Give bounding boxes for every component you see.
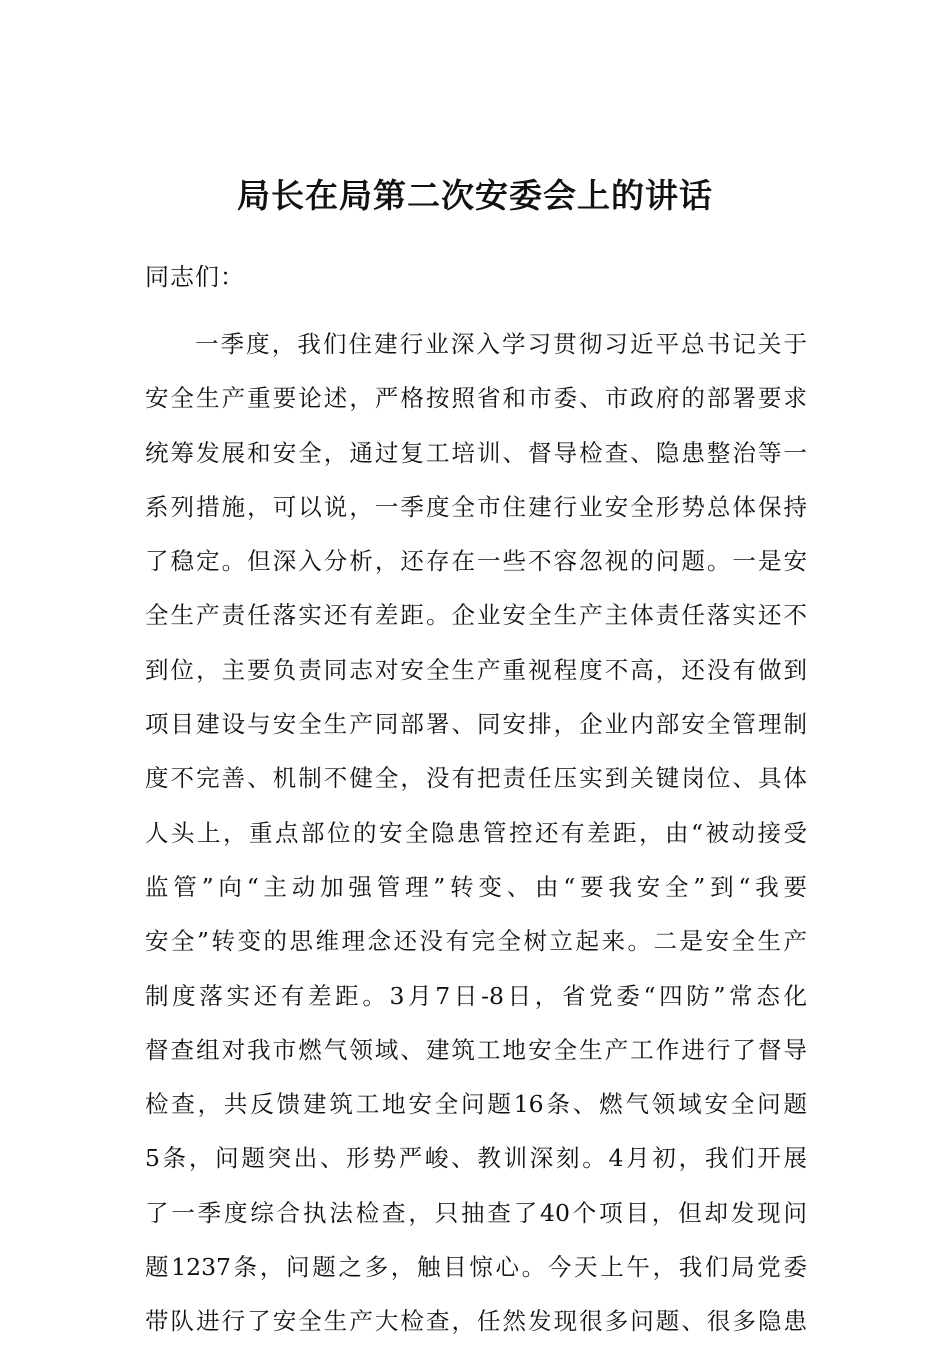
body-line: 到位，主要负责同志对安全生产重视程度不高，还没有做到 [145, 655, 807, 684]
document-title: 局长在局第二次安委会上的讲话 [237, 176, 713, 215]
body-line: 检查，共反馈建筑工地安全问题16条、燃气领域安全问题 [145, 1090, 807, 1119]
salutation: 同志们： [145, 263, 245, 291]
body-line: 安全生产重要论述，严格按照省和市委、市政府的部署要求 [145, 384, 807, 413]
body-line: 5条，问题突出、形势严峻、教训深刻。4月初，我们开展 [145, 1144, 807, 1173]
body-line: 人头上，重点部位的安全隐患管控还有差距，由“被动接受 [145, 818, 807, 847]
body-line: 全生产责任落实还有差距。企业安全生产主体责任落实还不 [145, 601, 807, 630]
body-line: 了稳定。但深入分析，还存在一些不容忽视的问题。一是安 [145, 547, 807, 576]
body-line: 度不完善、机制不健全，没有把责任压实到关键岗位、具体 [145, 764, 807, 793]
body-line: 系列措施，可以说，一季度全市住建行业安全形势总体保持 [145, 492, 807, 521]
body-line: 制度落实还有差距。3月7日-8日，省党委“四防”常态化 [145, 981, 807, 1010]
body-line: 了一季度综合执法检查，只抽查了40个项目，但却发现问 [145, 1198, 807, 1227]
body-line: 统筹发展和安全，通过复工培训、督导检查、隐患整治等一 [145, 438, 807, 467]
body-line: 督查组对我市燃气领域、建筑工地安全生产工作进行了督导 [145, 1035, 807, 1064]
body-line: 题1237条，问题之多，触目惊心。今天上午，我们局党委 [145, 1253, 807, 1282]
body-line: 项目建设与安全生产同部署、同安排，企业内部安全管理制 [145, 710, 807, 739]
body-line: 安全”转变的思维理念还没有完全树立起来。二是安全生产 [145, 927, 807, 956]
body-line: 带队进行了安全生产大检查，任然发现很多问题、很多隐患 [145, 1307, 807, 1336]
body-line: 监管”向“主动加强管理”转变、由“要我安全”到“我要 [145, 872, 807, 901]
body-text [145, 317, 807, 1349]
body-line: 一季度，我们住建行业深入学习贯彻习近平总书记关于 [195, 330, 807, 358]
